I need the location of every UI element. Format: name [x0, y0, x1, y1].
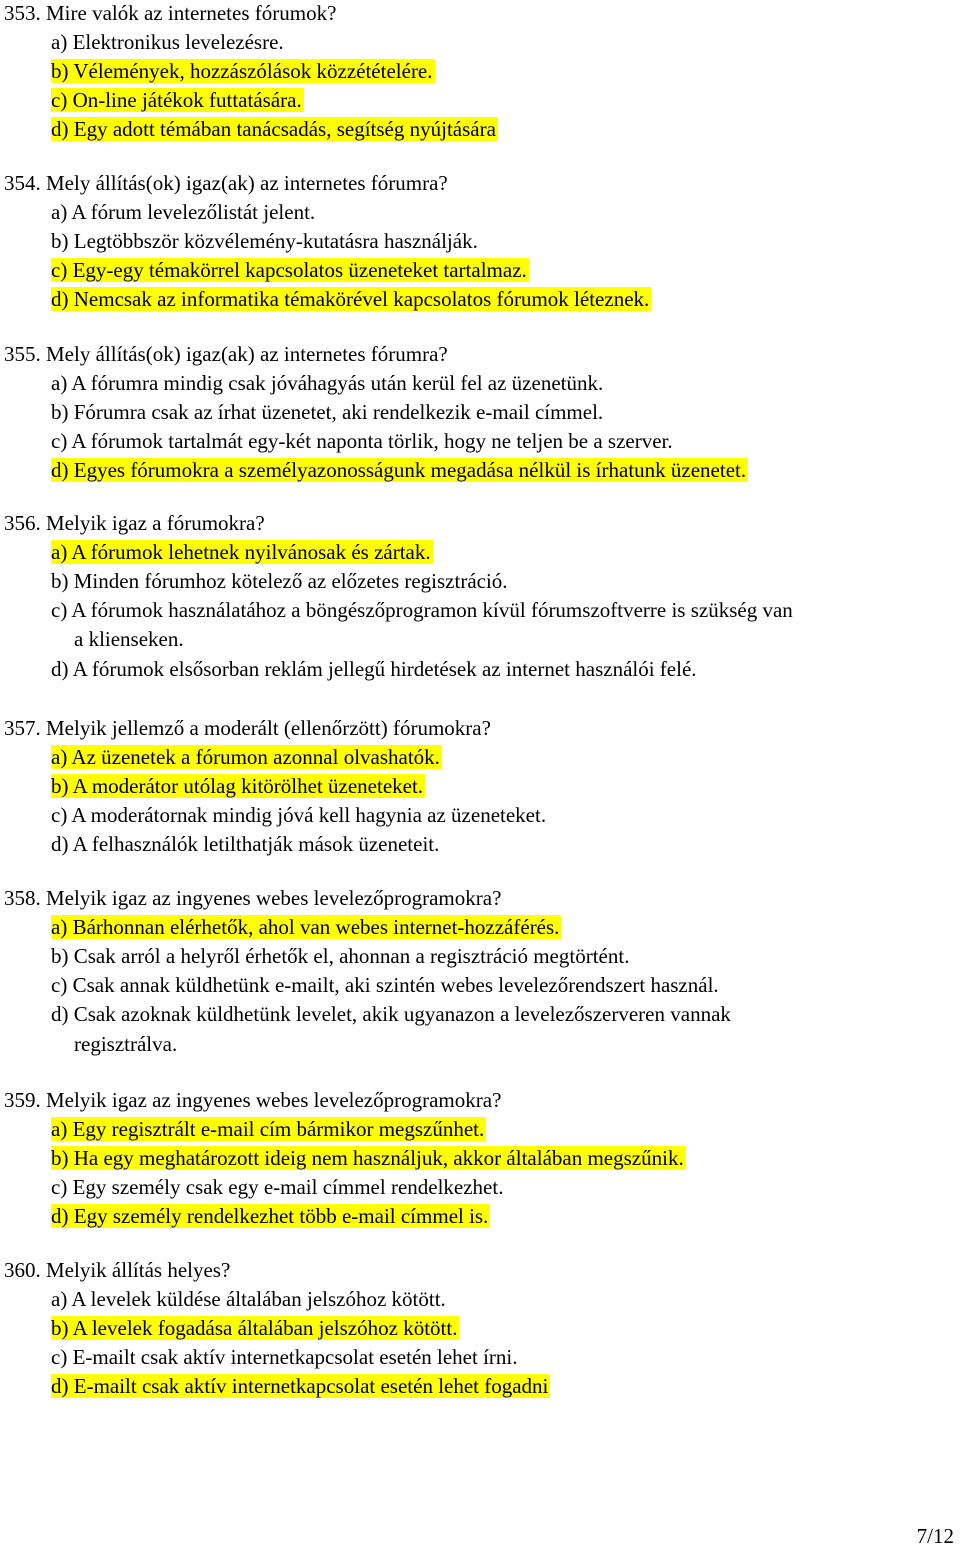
answer-option-text: b) A moderátor utólag kitörölhet üzeneteket. — [51, 774, 424, 798]
question-stem — [4, 170, 448, 196]
answer-option — [51, 943, 629, 969]
answer-option — [51, 773, 425, 799]
answer-option-text: d) Egyes fórumokra a személyazonosságunk megadása nélkül is írhatunk üzenetet. — [51, 458, 747, 482]
answer-option — [51, 1116, 486, 1142]
answer-option-text: b) Legtöbbször közvélemény-kutatásra használják. — [51, 229, 478, 253]
answer-option-text: a) Az üzenetek a fórumon azonnal olvashatók. — [51, 745, 440, 769]
answer-option — [51, 802, 546, 828]
answer-option-continuation — [74, 1031, 177, 1057]
answer-option — [51, 744, 442, 770]
answer-option-text: b) Vélemények, hozzászólások közzétételére. — [51, 59, 433, 83]
question-stem — [4, 510, 265, 536]
answer-option — [51, 286, 651, 312]
answer-option-text: c) E-mailt csak aktív internetkapcsolat esetén lehet írni. — [51, 1345, 518, 1369]
question-stem — [4, 341, 448, 367]
question-stem — [4, 715, 491, 741]
question-stem-text: 359. Melyik igaz az ingyenes webes levelezőprogramokra? — [4, 1088, 502, 1112]
answer-option — [51, 116, 498, 142]
answer-option-text: d) A fórumok elsősorban reklám jellegű hirdetések az internet használói felé. — [51, 657, 697, 681]
answer-option-text: a) Elektronikus levelezésre. — [51, 30, 284, 54]
question-stem — [4, 1087, 501, 1113]
answer-option-text: c) Egy-egy témakörrel kapcsolatos üzeneteket tartalmaz. — [51, 258, 527, 282]
answer-option — [51, 370, 603, 396]
answer-option — [51, 58, 435, 84]
question-stem-text: 356. Melyik igaz a fórumokra? — [4, 511, 265, 535]
answer-option — [51, 399, 603, 425]
answer-option — [51, 29, 284, 55]
answer-option-text: b) Fórumra csak az írhat üzenetet, aki rendelkezik e-mail címmel. — [51, 400, 604, 424]
answer-option-text: d) Egy személy rendelkezhet több e-mail címmel is. — [51, 1204, 489, 1228]
answer-option — [51, 597, 793, 623]
answer-option — [51, 199, 315, 225]
answer-option-text: c) A fórumok tartalmát egy-két naponta törlik, hogy ne teljen be a szerver. — [51, 429, 673, 453]
answer-option-text: b) A levelek fogadása általában jelszóhoz kötött. — [51, 1316, 458, 1340]
answer-option — [51, 656, 697, 682]
answer-option-text: a) Bárhonnan elérhetők, ahol van webes internet-hozzáférés. — [51, 915, 560, 939]
answer-option — [51, 831, 439, 857]
question-stem-text: 358. Melyik igaz az ingyenes webes levelezőprogramokra? — [4, 886, 502, 910]
answer-option — [51, 1344, 517, 1370]
answer-option — [51, 428, 673, 454]
answer-option — [51, 1145, 686, 1171]
question-stem-text: 354. Mely állítás(ok) igaz(ak) az internetes fórumra? — [4, 171, 448, 195]
answer-option — [51, 257, 529, 283]
question-stem — [4, 885, 501, 911]
answer-option-text: a) A levelek küldése általában jelszóhoz kötött. — [51, 1287, 446, 1311]
answer-option-text: d) Csak azoknak küldhetünk levelet, akik ugyanazon a levelezőszerveren vannak — [51, 1002, 731, 1026]
answer-option-text: d) Egy adott témában tanácsadás, segítség nyújtására — [51, 117, 496, 141]
answer-option-continuation-text: regisztrálva. — [74, 1032, 178, 1056]
answer-option-text: d) Nemcsak az informatika témakörével kapcsolatos fórumok léteznek. — [51, 287, 650, 311]
answer-option — [51, 539, 433, 565]
question-stem — [4, 0, 336, 26]
question-stem — [4, 1257, 230, 1283]
answer-option — [51, 1174, 503, 1200]
question-stem-text: 360. Melyik állítás helyes? — [4, 1258, 231, 1282]
answer-option — [51, 1286, 446, 1312]
answer-option — [51, 914, 561, 940]
answer-option-text: b) Minden fórumhoz kötelező az előzetes regisztráció. — [51, 569, 508, 593]
answer-option — [51, 1315, 459, 1341]
page-number: 7/12 — [916, 1524, 954, 1548]
answer-option — [51, 1203, 490, 1229]
answer-option-text: b) Ha egy meghatározott ideig nem használjuk, akkor általában megszűnik. — [51, 1146, 684, 1170]
question-stem-text: 353. Mire valók az internetes fórumok? — [4, 1, 337, 25]
answer-option-text: c) A fórumok használatához a böngészőprogramon kívül fórumszoftverre is szükség van — [51, 598, 793, 622]
answer-option-text: c) Egy személy csak egy e-mail címmel rendelkezhet. — [51, 1175, 504, 1199]
answer-option-text: a) A fórum levelezőlistát jelent. — [51, 200, 316, 224]
answer-option — [51, 568, 508, 594]
question-stem-text: 355. Mely állítás(ok) igaz(ak) az internetes fórumra? — [4, 342, 448, 366]
answer-option-text: a) Egy regisztrált e-mail cím bármikor megszűnhet. — [51, 1117, 485, 1141]
answer-option-text: a) A fórumra mindig csak jóváhagyás után kerül fel az üzenetünk. — [51, 371, 604, 395]
answer-option-text: c) Csak annak küldhetünk e-mailt, aki szintén webes levelezőrendszert használ. — [51, 973, 719, 997]
answer-option-continuation-text: a klienseken. — [74, 627, 184, 651]
answer-option-text: a) A fórumok lehetnek nyilvánosak és zártak. — [51, 540, 431, 564]
answer-option-text: d) A felhasználók letilthatják mások üzeneteit. — [51, 832, 440, 856]
answer-option-text: d) E-mailt csak aktív internetkapcsolat esetén lehet fogadni — [51, 1374, 549, 1398]
answer-option-text: b) Csak arról a helyről érhetők el, ahonnan a regisztráció megtörtént. — [51, 944, 630, 968]
answer-option-text: c) A moderátornak mindig jóvá kell hagynia az üzeneteket. — [51, 803, 547, 827]
answer-option — [51, 228, 478, 254]
answer-option — [51, 457, 748, 483]
answer-option — [51, 1373, 550, 1399]
question-stem-text: 357. Melyik jellemző a moderált (ellenőrzött) fórumokra? — [4, 716, 491, 740]
answer-option — [51, 972, 719, 998]
answer-option — [51, 87, 304, 113]
answer-option-continuation — [74, 626, 184, 652]
answer-option — [51, 1001, 731, 1027]
answer-option-text: c) On-line játékok futtatására. — [51, 88, 302, 112]
